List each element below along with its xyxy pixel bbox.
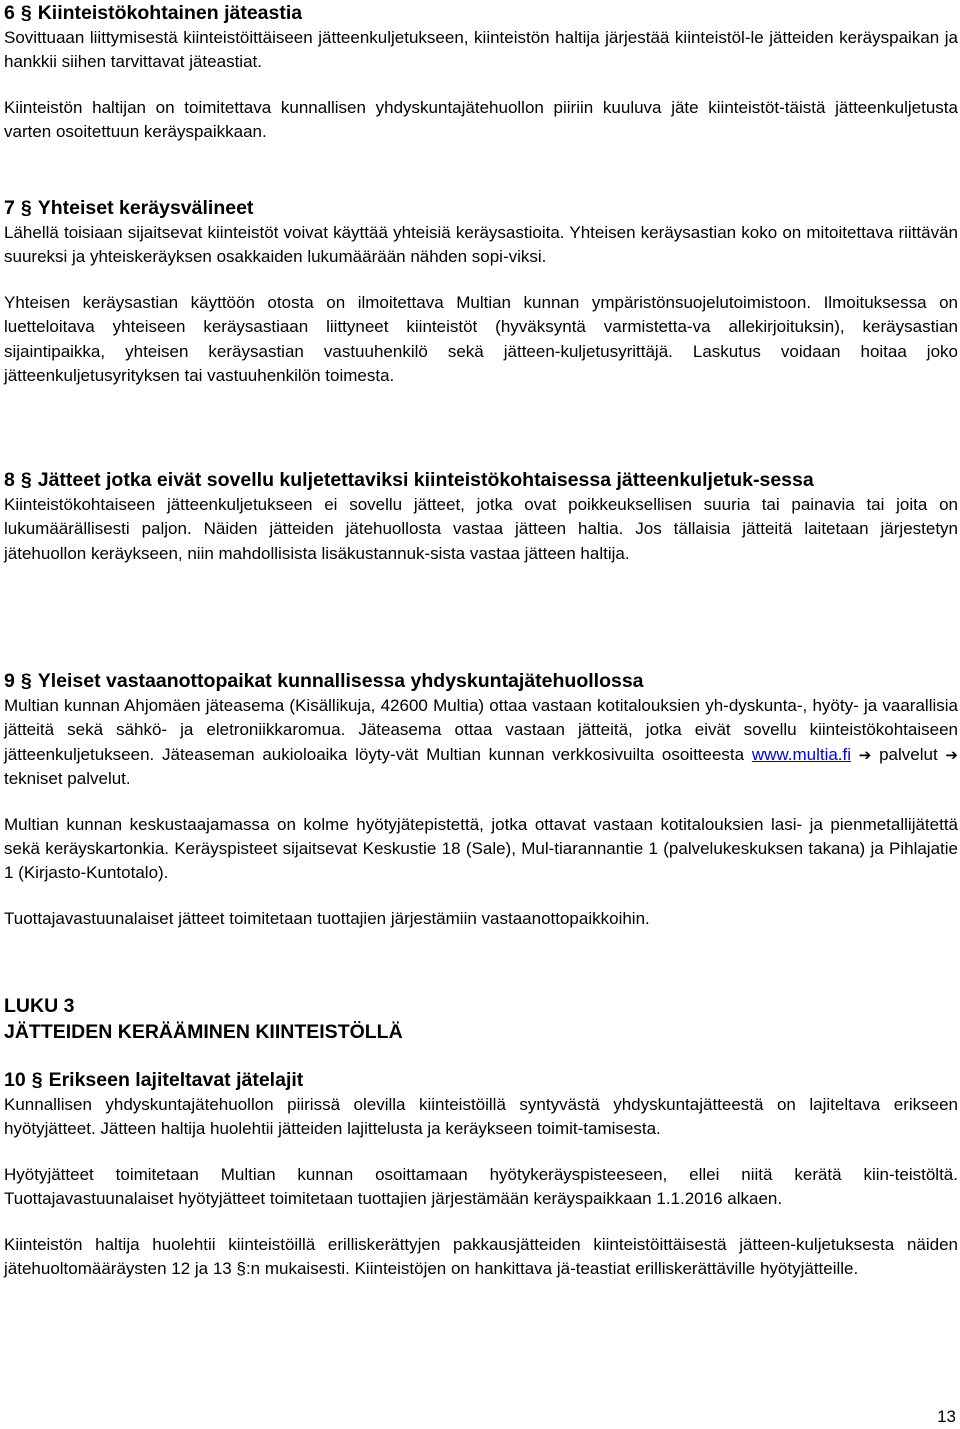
paragraph [4,694,958,792]
section-sign: § [31,1069,43,1091]
section-heading [4,195,958,221]
breadcrumb-item: tekniset palvelut. [4,769,131,789]
section-9 [4,668,958,931]
paragraph: Yhteisen keräysastian käyttöön otosta on ilmoitettava Multian kunnan ympäristönsuojelutoimistoon. Ilmoituksessa on luetteloitava yhteiseen keräysastiaan liittyneet kiinteistöt (hyväksyntä varmistetta-va allekirjoituksin), keräysastian sijaintipaikka, yhteisen keräysastian vastuuhenkilö sekä jätteen-kuljetusyrittäjä. Laskutus voidaan hoitaa joko jätteenkuljetusyrityksen tai vastuuhenkilön toimesta. [4,292,958,386]
website-link[interactable]: www.multia.fi [751,744,852,764]
paragraph: Sovittuaan liittymisestä kiinteistöittäiseen jätteenkuljetukseen, kiinteistön haltija järjestää kiinteistöl-le jätteiden keräyspaikan ja hankkii siihen tarvittavat jäteastiat. [4,28,958,72]
arrow-right-icon: ➔ [945,745,958,764]
section-6 [4,0,958,145]
paragraph: Kiinteistökohtaiseen jätteenkuljetukseen ei sovellu jätteet, jotka ovat poikkeuksellisen suuria tai painavia tai joita on lukumäärällisesti paljon. Näiden jätteiden jätehuollosta vastaa jätteen haltia. Jos tällaisia jätteitä laitetaan järjestetyn jätehuollon keräykseen, niin mahdollisista lisäkustannuk-sista vastaa jätteen haltija. [4,495,958,563]
section-title: Erikseen lajiteltavat jätelajit [48,1069,304,1091]
chapter-title: JÄTTEIDEN KERÄÄMINEN KIINTEISTÖLLÄ [4,1021,403,1043]
section-title: Kiinteistökohtainen jäteastia [37,2,303,24]
page-number: 13 [937,1407,956,1426]
section-title: Yleiset vastaanottopaikat kunnallisessa yhdyskuntajätehuollossa [37,670,644,692]
paragraph: Kiinteistön haltija huolehtii kiinteistöillä erilliskerättyjen pakkausjätteiden kiinteistöittäisestä jätteen-kuljetuksesta näiden jätehuoltomääräysten 12 ja 13 §:n mukaisesti. Kiinteistöjen on hankittava jä-teastiat erilliskerättäville hyötyjätteille. [4,1234,958,1279]
section-number: 9 [4,670,15,692]
section-heading [4,467,958,493]
section-heading [4,0,958,26]
section-8 [4,467,958,566]
paragraph: Tuottajavastuunalaiset jätteet toimitetaan tuottajien järjestämiin vastaanottopaikkoihin. [4,908,650,928]
section-title: Yhteiset keräysvälineet [37,197,254,219]
paragraph-text: Multian kunnan Ahjomäen jäteasema (Kisällikuja, 42600 Multia) ottaa vastaan kotitalouksien yh-dyskunta-, hyöty- ja vaarallisia jätteitä sekä sähkö- ja eletroniikkaromua. Jäteasema ottaa vastaan jätteitä, jotka eivät sovellu kiinteistökohtaiseen jätteenkuljetukseen. Jäteaseman aukioloaika löyty-vät Multian kunnan verkkosivuilta osoitteesta [4,696,958,764]
section-sign: § [20,670,32,692]
section-7 [4,195,958,388]
breadcrumb-item: palvelut [879,744,938,764]
paragraph: Kiinteistön haltijan on toimitettava kunnallisen yhdyskuntajätehuollon piiriin kuuluva jäte kiinteistöt-täistä jätteenkuljetusta varten osoitettuun keräyspaikkaan. [4,97,958,142]
paragraph: Kunnallisen yhdyskuntajätehuollon piirissä olevilla kiinteistöillä syntyvästä yhdyskuntajätteestä on lajiteltava erikseen hyötyjätteet. Jätteen haltija huolehtii jätteiden lajittelusta ja keräykseen toimit-tamisesta. [4,1095,958,1139]
paragraph: Multian kunnan keskustaajamassa on kolme hyötyjätepistettä, jotka ottavat vastaan kotitalouksien lasi- ja pienmetallijätettä sekä keräyskartonkia. Keräyspisteet sijaitsevat Keskustie 18 (Sale), Mul-tiarannantie 1 (palvelukeskuksen takana) ja Pihlajatie 1 (Kirjasto-Kuntotalo). [4,814,958,883]
section-number: 10 [4,1069,26,1091]
section-title: Jätteet jotka eivät sovellu kuljetettaviksi kiinteistökohtaisessa jätteenkuljetuk-sessa [37,469,814,491]
section-number: 8 [4,469,15,491]
paragraph: Lähellä toisiaan sijaitsevat kiinteistöt voivat käyttää yhteisiä keräysastioita. Yhteisen keräysastian koko on mitoitettava riittävän suureksi ja yhteiskeräyksen osakkaiden lukumäärään nähden sopi-viksi. [4,223,958,267]
arrow-right-icon: ➔ [858,745,872,764]
chapter-label: LUKU 3 [4,995,75,1017]
section-number: 6 [4,2,15,24]
section-10 [4,1067,958,1281]
section-sign: § [20,2,32,24]
paragraph: Hyötyjätteet toimitetaan Multian kunnan osoittamaan hyötykeräyspisteeseen, ellei niitä kerätä kiin-teistöltä. Tuottajavastuunalaiset hyötyjätteet toimitetaan tuottajien järjestämään keräyspaikkaan 1.1.2016 alkaen. [4,1164,958,1209]
section-heading [4,668,958,694]
section-sign: § [20,469,32,491]
section-heading [4,1067,958,1093]
section-sign: § [20,197,32,219]
section-number: 7 [4,197,15,219]
